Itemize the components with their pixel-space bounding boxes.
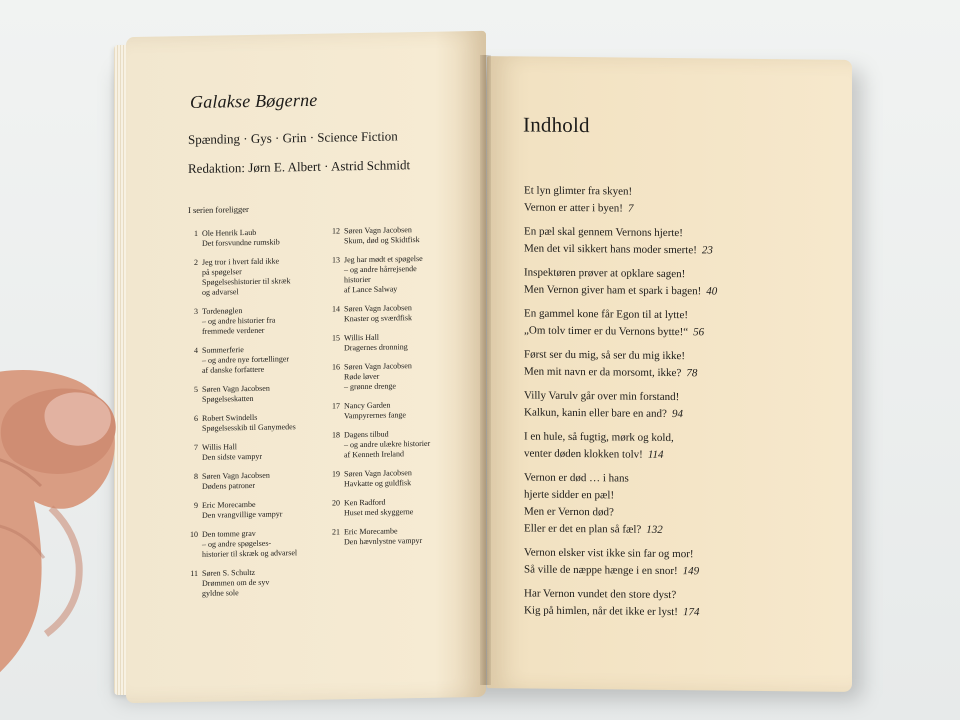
book-author: Søren S. Schultz: [202, 567, 256, 578]
book-number: 10: [190, 529, 198, 540]
contents-page-number: 56: [693, 326, 705, 339]
contents-line-text: „Om tolv timer er du Vernons bytte!“: [524, 324, 689, 339]
contents-line: Først ser du mig, så ser du mig ikke!: [524, 348, 686, 363]
contents-page-number: 174: [682, 606, 700, 619]
contents-page-number: 94: [671, 408, 683, 421]
book-item: [324, 467, 474, 490]
book-number: 3: [194, 306, 198, 316]
book-item: [182, 344, 332, 377]
book-text: [344, 428, 474, 460]
contents-entry: [524, 585, 814, 622]
book-number: 16: [332, 362, 340, 372]
contents-line: [524, 520, 814, 540]
book-author: Nancy Garden: [344, 400, 391, 411]
book-number: 21: [332, 527, 340, 537]
book-item: [324, 302, 474, 325]
book-title: Det forsvundne rumskib: [202, 237, 280, 248]
book-item: [182, 383, 332, 406]
book-number: 19: [332, 469, 340, 479]
book-author: Jeg tror i hvert fald ikke på spøgelser: [202, 256, 280, 277]
book-text: [344, 331, 474, 353]
book-title: Havkatte og guldfisk: [344, 478, 412, 489]
book-author: Willis Hall: [202, 442, 238, 452]
book-number: 11: [190, 568, 198, 579]
book-author: Eric Morecambe: [202, 499, 256, 510]
book-text: [344, 360, 474, 392]
book-item: [182, 256, 332, 299]
book-title: – og andre nye fortællinger af danske forfattere: [202, 354, 290, 375]
book-author: Eric Morecambe: [344, 526, 398, 537]
contents-line: Men er Vernon død?: [524, 505, 614, 519]
contents-line: [524, 199, 814, 219]
book-title: Den hævnlystne vampyr: [344, 535, 423, 547]
contents-line: En pæl skal gennem Vernons hjerte!: [524, 225, 683, 240]
book-author: Ole Henrik Laub: [202, 227, 257, 238]
book-number: 12: [332, 226, 340, 236]
series-intro: I serien foreligger: [188, 203, 249, 216]
hand-holding-book-icon: [0, 365, 142, 720]
book-author: Søren Vagn Jacobsen: [202, 383, 270, 394]
book-text: [344, 399, 474, 421]
contents-entry: [524, 428, 814, 465]
book-text: [344, 302, 474, 324]
book-author: Søren Vagn Jacobsen: [202, 470, 270, 481]
book-author: Willis Hall: [344, 332, 380, 343]
contents-entry: [524, 305, 814, 342]
book-title: Dødens patroner: [202, 480, 256, 491]
book-title: Spøgelseshistorier til skræk og advarsel: [202, 276, 291, 297]
book-title: – og andre hårrejsende historier af Lance Salway: [344, 264, 417, 295]
book-title: – og andre ulækre historier af Kenneth Ireland: [344, 438, 431, 460]
contents-line: Vernon elsker vist ikke sin far og mor!: [524, 546, 694, 561]
book-item: [324, 360, 474, 393]
left-page: [126, 31, 486, 703]
book-number: 13: [332, 255, 340, 265]
book-text: [202, 305, 332, 337]
book-title: Spøgelsesskib til Ganymedes: [202, 422, 296, 433]
contents-line: I en hule, så fugtig, mørk og kold,: [524, 430, 674, 445]
book-text: [202, 470, 332, 492]
book-text: [344, 467, 474, 489]
book-title: Dragernes dronning: [344, 342, 408, 353]
book-item: [324, 331, 474, 354]
contents-line-text: venter døden klokken tolv!: [524, 447, 643, 461]
contents-line: hjerte sidder en pæl!: [524, 488, 615, 502]
book-text: [202, 567, 332, 599]
book-number: 17: [332, 401, 340, 411]
book-title: – og andre spøgelses- historier til skræk og advarsel: [202, 538, 298, 559]
contents-line-text: Vernon er atter i byen!: [524, 201, 623, 215]
book-text: [202, 344, 332, 376]
book-title: Vampyrernes fange: [344, 410, 406, 421]
right-page: [487, 56, 852, 692]
book-text: [202, 441, 332, 463]
book-number: 20: [332, 498, 340, 508]
book-title: Spøgelseskatten: [202, 393, 254, 404]
series-genres: Spænding · Gys · Grin · Science Fiction: [188, 128, 398, 148]
book-author: Søren Vagn Jacobsen: [344, 361, 412, 372]
book-number: 15: [332, 333, 340, 343]
book-item: [182, 412, 332, 435]
book-item: [324, 253, 474, 296]
book-author: Sommerferie: [202, 345, 244, 355]
contents-line: [524, 240, 814, 260]
contents-line: Et lyn glimter fra skyen!: [524, 184, 633, 198]
contents-entry: [524, 182, 814, 219]
contents-line: [524, 445, 814, 465]
contents-line: [524, 363, 814, 383]
book-title: Huset med skyggerne: [344, 507, 414, 518]
book-author: Dagens tilbud: [344, 429, 389, 440]
book-text: [344, 496, 474, 518]
book-text: [344, 253, 474, 295]
book-number: 9: [194, 500, 198, 510]
contents-line-text: Eller er det en plan så fæl?: [524, 522, 642, 536]
contents-entry: [524, 544, 814, 581]
book-item: [182, 499, 332, 522]
contents-page-number: 149: [682, 565, 700, 578]
book-title: Den sidste vampyr: [202, 451, 262, 462]
contents-line: [524, 322, 814, 342]
book-author: Tordenøglen: [202, 306, 243, 316]
series-title: Galakse Bøgerne: [190, 89, 318, 113]
contents-line: [524, 281, 814, 301]
contents-line-text: Kalkun, kanin eller bare en and?: [524, 406, 667, 420]
contents-line-text: Så ville de næppe hænge i en snor!: [524, 563, 678, 578]
book-text: [202, 499, 332, 521]
contents-line: Inspektøren prøver at opklare sagen!: [524, 266, 686, 281]
book-list-right: [324, 224, 474, 557]
contents-entry: [524, 387, 814, 424]
book-text: [202, 383, 332, 405]
contents-entry: [524, 264, 814, 301]
book-title: Drømmen om de syv gyldne sole: [202, 577, 270, 598]
book-author: Jeg har mødt et spøgelse: [344, 253, 423, 265]
contents-entry: [524, 346, 814, 383]
contents-page-number: 23: [701, 244, 713, 257]
contents-line-text: Men det vil sikkert hans moder smerte!: [524, 242, 697, 257]
book-number: 5: [194, 384, 198, 394]
contents-entry: [524, 223, 814, 260]
book-item: [182, 305, 332, 338]
book-number: 1: [194, 228, 198, 238]
book-title: Den vrangvillige vampyr: [202, 509, 283, 520]
book-text: [202, 528, 332, 560]
book-author: Søren Vagn Jacobsen: [344, 468, 412, 479]
book-title: Røde løver – grønne drenge: [344, 371, 396, 392]
book-number: 7: [194, 442, 198, 452]
contents-line: [524, 404, 814, 424]
contents-line: Vernon er død … i hans: [524, 471, 629, 485]
book-item: [324, 428, 474, 461]
book-text: [202, 412, 332, 434]
contents-line: Har Vernon vundet den store dyst?: [524, 587, 677, 602]
contents-line: Villy Varulv går over min forstand!: [524, 389, 680, 404]
finger-edge-line: [46, 508, 79, 634]
book-text: [202, 227, 332, 249]
book-item: [324, 496, 474, 519]
contents-page-number: 40: [706, 285, 718, 298]
contents-page-number: 7: [627, 202, 634, 215]
book-item: [324, 399, 474, 422]
book-title: Skum, død og Skidtfisk: [344, 235, 420, 246]
book-item: [182, 441, 332, 464]
book-item: [182, 470, 332, 493]
book-list-left: [182, 227, 332, 609]
book-author: Ken Radford: [344, 497, 386, 508]
book-author: Robert Swindells: [202, 412, 258, 423]
contents-title: Indhold: [523, 112, 590, 138]
book-number: 4: [194, 345, 198, 355]
contents-line-text: Men Vernon giver ham et spark i bagen!: [524, 283, 702, 298]
hand-holding-book-svg: [0, 365, 142, 720]
contents-line: [524, 602, 814, 622]
contents-line: En gammel kone får Egon til at lytte!: [524, 307, 689, 322]
contents-list: [524, 182, 814, 629]
contents-line-text: Kig på himlen, når det ikke er lyst!: [524, 604, 678, 619]
book-item: [324, 224, 474, 247]
book-title: – og andre historier fra fremmede verdener: [202, 315, 276, 336]
book-item: [182, 227, 332, 250]
contents-entry: [524, 469, 814, 540]
book-author: Søren Vagn Jacobsen: [344, 303, 412, 314]
book-item: [182, 528, 332, 561]
contents-line-text: Men mit navn er da morsomt, ikke?: [524, 365, 682, 380]
book-text: [344, 525, 474, 547]
book-author: Søren Vagn Jacobsen: [344, 225, 412, 236]
book-spine: [480, 55, 491, 685]
book-number: 8: [194, 471, 198, 481]
book-item: [182, 567, 332, 600]
book-author: Den tomme grav: [202, 528, 256, 539]
contents-page-number: 132: [646, 523, 663, 536]
book-text: [202, 256, 332, 298]
book-number: 18: [332, 430, 340, 440]
contents-line: [524, 561, 814, 581]
series-editors: Redaktion: Jørn E. Albert · Astrid Schmidt: [188, 157, 411, 177]
book-title: Knaster og sværdfisk: [344, 313, 412, 324]
contents-page-number: 114: [647, 448, 664, 461]
book-number: 2: [194, 257, 198, 267]
book-item: [324, 525, 474, 548]
contents-page-number: 78: [686, 367, 698, 380]
book-number: 14: [332, 304, 340, 314]
book-text: [344, 224, 474, 246]
book-number: 6: [194, 413, 198, 423]
